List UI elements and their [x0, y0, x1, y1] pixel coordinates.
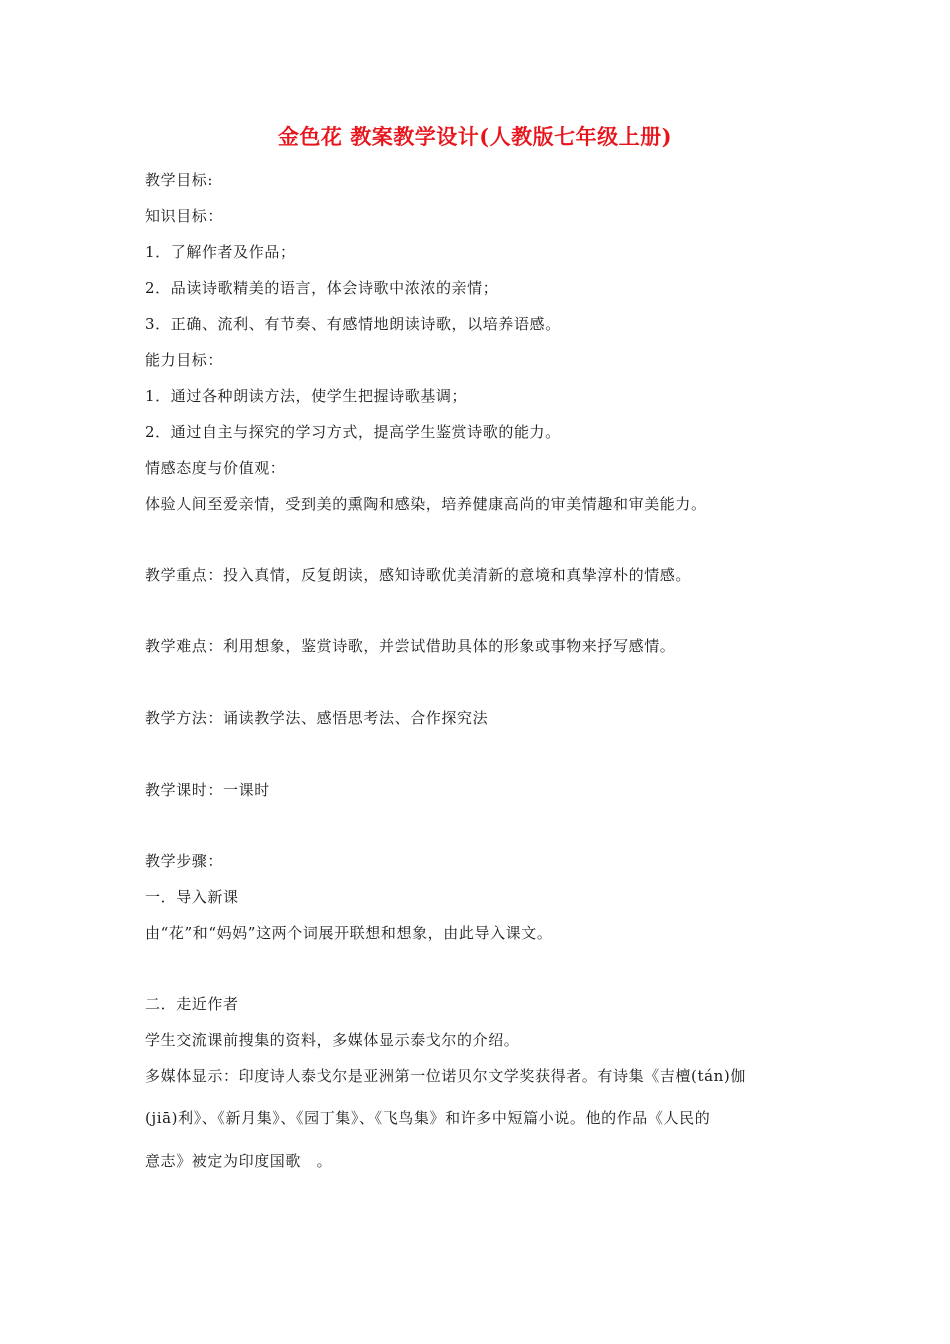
text-line: 体验人间至爱亲情，受到美的熏陶和感染，培养健康高尚的审美情趣和审美能力。: [145, 495, 707, 513]
text-line: 教学重点：投入真情，反复朗读，感知诗歌优美清新的意境和真挚淳朴的情感。: [145, 566, 692, 584]
text-line: 能力目标：: [145, 351, 224, 369]
text-line: 1．了解作者及作品；: [145, 243, 296, 261]
text-line: 一．导入新课: [145, 888, 239, 906]
text-line: 教学难点：利用想象，鉴赏诗歌，并尝试借助具体的形象或事物来抒写感情。: [145, 637, 676, 655]
text-line: 教学方法：诵读教学法、感悟思考法、合作探究法: [145, 709, 489, 727]
text-line: 教学目标:: [145, 171, 214, 189]
text-line: 多媒体显示：印度诗人泰戈尔是亚洲第一位诺贝尔文学奖获得者。有诗集《吉檀(tán)伽: [145, 1067, 746, 1085]
text-line: 意志》被定为印度国歌 。: [145, 1152, 333, 1170]
text-line: 由“花”和“妈妈”这两个词展开联想和想象，由此导入课文。: [145, 924, 553, 942]
text-line: 1．通过各种朗读方法，使学生把握诗歌基调；: [145, 387, 468, 405]
text-line: 3．正确、流利、有节奏、有感情地朗读诗歌，以培养语感。: [145, 315, 561, 333]
document-title: 金色花 教案教学设计(人教版七年级上册): [277, 124, 673, 149]
text-line: 二．走近作者: [145, 995, 239, 1013]
text-line: 教学课时：一课时: [145, 781, 270, 799]
text-line: 学生交流课前搜集的资料，多媒体显示泰戈尔的介绍。: [145, 1031, 520, 1049]
text-line: (jiā)利》、《新月集》、《园丁集》、《飞鸟集》和许多中短篇小说。他的作品《人民的: [145, 1109, 711, 1127]
text-line: 2．品读诗歌精美的语言，体会诗歌中浓浓的亲情；: [145, 279, 499, 297]
text-line: 知识目标：: [145, 207, 224, 225]
text-line: 教学步骤：: [145, 852, 224, 870]
text-line: 情感态度与价值观：: [145, 459, 286, 477]
text-line: 2．通过自主与探究的学习方式，提高学生鉴赏诗歌的能力。: [145, 423, 561, 441]
